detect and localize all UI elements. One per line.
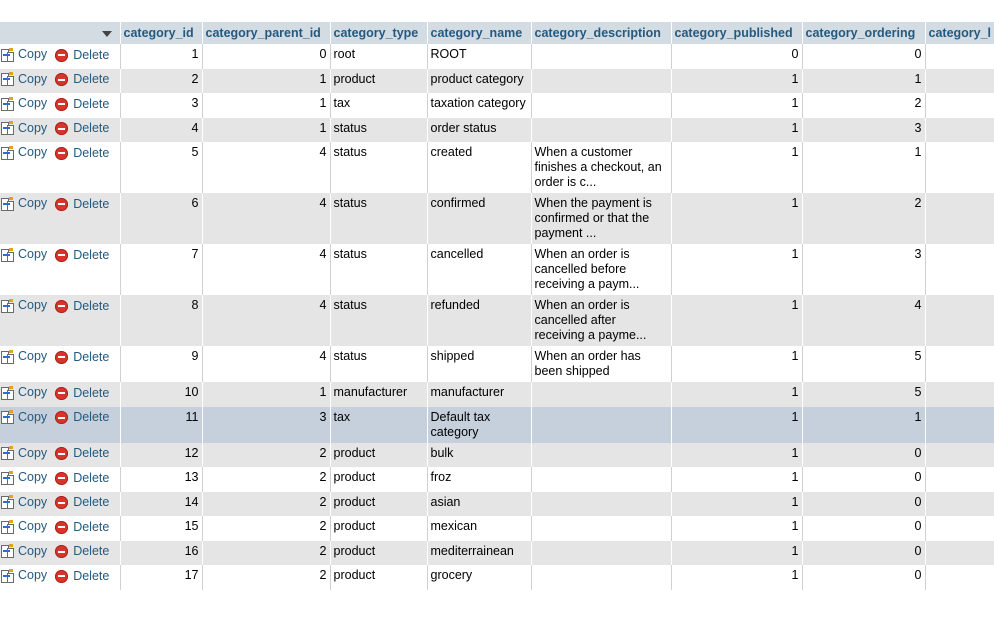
cell-category-name[interactable]: confirmed	[427, 193, 531, 244]
copy-label: Copy	[18, 494, 48, 509]
cell-category-level[interactable]	[925, 244, 994, 295]
delete-label: Delete	[73, 47, 110, 62]
cell-category-id[interactable]: 4	[120, 118, 202, 143]
delete-icon	[55, 147, 68, 160]
cell-category-description[interactable]	[531, 492, 671, 517]
cell-category-name[interactable]: froz	[427, 467, 531, 492]
delete-label: Delete	[73, 495, 110, 509]
copy-label: Copy	[18, 145, 48, 159]
copy-row-button[interactable]	[0, 349, 47, 364]
cell-category-level[interactable]	[925, 346, 994, 382]
cell-category-name[interactable]: taxation category	[427, 93, 531, 118]
delete-icon	[55, 411, 68, 424]
cell-category-id[interactable]: 12	[120, 443, 202, 468]
cell-category-ordering[interactable]: 0	[802, 492, 925, 517]
cell-category-ordering[interactable]: 0	[802, 467, 925, 492]
cell-category-published[interactable]: 0	[671, 44, 802, 69]
cell-category-description[interactable]	[531, 565, 671, 590]
delete-row-button[interactable]	[55, 520, 109, 535]
cell-category-ordering[interactable]: 4	[802, 295, 925, 346]
cell-category-level[interactable]	[925, 382, 994, 407]
copy-row-button[interactable]	[0, 470, 47, 485]
delete-label: Delete	[73, 519, 110, 534]
copy-icon	[0, 471, 14, 485]
cell-category-level[interactable]	[925, 193, 994, 244]
row-actions	[0, 44, 120, 69]
table-row[interactable]	[0, 565, 994, 590]
cell-category-parent-id[interactable]: 1	[202, 69, 330, 94]
cell-category-published[interactable]: 1	[671, 295, 802, 346]
copy-row-button[interactable]	[0, 385, 47, 400]
cell-category-id[interactable]: 3	[120, 93, 202, 118]
cell-category-name[interactable]: cancelled	[427, 244, 531, 295]
row-actions	[0, 492, 120, 517]
cell-category-description[interactable]: When an order has been shipped	[531, 346, 671, 382]
copy-label: Copy	[18, 47, 48, 61]
delete-label: Delete	[73, 385, 110, 400]
column-header-category-ordering[interactable]: category_ordering	[802, 22, 925, 44]
delete-row-button[interactable]	[55, 350, 109, 365]
delete-row-button[interactable]	[55, 446, 109, 461]
cell-category-type[interactable]: status	[330, 295, 427, 346]
row-actions	[0, 382, 120, 407]
column-header-category-level[interactable]: category_l	[925, 22, 994, 44]
table-row[interactable]	[0, 516, 994, 541]
cell-category-level[interactable]	[925, 69, 994, 94]
delete-icon	[55, 49, 68, 62]
cell-category-published[interactable]: 1	[671, 541, 802, 566]
cell-category-level[interactable]	[925, 142, 994, 193]
row-actions	[0, 467, 120, 492]
cell-category-ordering[interactable]: 0	[802, 44, 925, 69]
delete-icon	[55, 570, 68, 583]
cell-category-ordering[interactable]: 3	[802, 244, 925, 295]
table-row[interactable]	[0, 69, 994, 94]
copy-row-button[interactable]	[0, 196, 47, 211]
copy-label: Copy	[18, 543, 48, 558]
cell-category-id[interactable]: 13	[120, 467, 202, 492]
cell-category-level[interactable]	[925, 516, 994, 541]
cell-category-name[interactable]: created	[427, 142, 531, 193]
delete-label: Delete	[73, 410, 110, 424]
copy-icon	[0, 248, 14, 262]
cell-category-description[interactable]	[531, 93, 671, 118]
copy-row-button[interactable]	[0, 495, 47, 510]
table-row[interactable]	[0, 467, 994, 492]
delete-label: Delete	[73, 349, 110, 364]
copy-label: Copy	[18, 568, 48, 582]
cell-category-name[interactable]: grocery	[427, 565, 531, 590]
row-actions	[0, 565, 120, 590]
delete-icon	[55, 387, 68, 400]
table-header-row	[0, 22, 994, 44]
cell-category-id[interactable]: 5	[120, 142, 202, 193]
cell-category-ordering[interactable]: 5	[802, 346, 925, 382]
delete-row-button[interactable]	[55, 97, 109, 112]
delete-label: Delete	[73, 72, 110, 86]
copy-icon	[0, 386, 14, 400]
delete-row-button[interactable]	[55, 386, 109, 401]
cell-category-published[interactable]: 1	[671, 93, 802, 118]
cell-category-parent-id[interactable]: 4	[202, 193, 330, 244]
copy-icon	[0, 569, 14, 583]
delete-label: Delete	[73, 145, 110, 160]
cell-category-ordering[interactable]: 3	[802, 118, 925, 143]
delete-row-button[interactable]	[55, 121, 109, 136]
copy-label: Copy	[18, 409, 48, 424]
row-actions	[0, 541, 120, 566]
delete-row-button[interactable]	[55, 569, 109, 584]
table-row[interactable]	[0, 142, 994, 193]
row-actions	[0, 407, 120, 443]
cell-category-type[interactable]: product	[330, 516, 427, 541]
cell-category-name[interactable]: ROOT	[427, 44, 531, 69]
cell-category-parent-id[interactable]: 2	[202, 516, 330, 541]
cell-category-level[interactable]	[925, 118, 994, 143]
delete-label: Delete	[73, 247, 110, 262]
copy-icon	[0, 520, 14, 534]
copy-label: Copy	[18, 519, 48, 533]
delete-icon	[55, 351, 68, 364]
cell-category-published[interactable]: 1	[671, 443, 802, 468]
cell-category-ordering[interactable]: 0	[802, 516, 925, 541]
cell-category-description[interactable]: When an order is cancelled after receiving a payme...	[531, 295, 671, 346]
cell-category-name[interactable]: refunded	[427, 295, 531, 346]
delete-label: Delete	[73, 568, 110, 583]
cell-category-ordering[interactable]: 2	[802, 193, 925, 244]
copy-icon	[0, 48, 14, 62]
delete-label: Delete	[73, 470, 110, 485]
copy-row-button[interactable]	[0, 247, 47, 262]
cell-category-type[interactable]: manufacturer	[330, 382, 427, 407]
copy-label: Copy	[18, 196, 48, 210]
copy-icon	[0, 544, 14, 558]
delete-icon	[55, 496, 68, 509]
cell-category-parent-id[interactable]: 2	[202, 492, 330, 517]
delete-row-button[interactable]	[55, 197, 109, 212]
copy-label: Copy	[18, 71, 48, 86]
delete-row-button[interactable]	[55, 410, 109, 425]
cell-category-ordering[interactable]: 1	[802, 142, 925, 193]
cell-category-description[interactable]: When the payment is confirmed or that the payment ...	[531, 193, 671, 244]
cell-category-id[interactable]: 17	[120, 565, 202, 590]
table-row[interactable]	[0, 346, 994, 382]
cell-category-description[interactable]	[531, 69, 671, 94]
column-header-category-id[interactable]: category_id	[120, 22, 202, 44]
copy-row-button[interactable]	[0, 446, 47, 461]
delete-row-button[interactable]	[55, 248, 109, 263]
cell-category-description[interactable]	[531, 407, 671, 443]
delete-label: Delete	[73, 298, 110, 313]
cell-category-id[interactable]: 7	[120, 244, 202, 295]
cell-category-id[interactable]: 9	[120, 346, 202, 382]
cell-category-name[interactable]: mexican	[427, 516, 531, 541]
table-row[interactable]	[0, 541, 994, 566]
delete-icon	[55, 447, 68, 460]
cell-category-name[interactable]: shipped	[427, 346, 531, 382]
cell-category-published[interactable]: 1	[671, 118, 802, 143]
cell-category-published[interactable]: 1	[671, 346, 802, 382]
copy-icon	[0, 495, 14, 509]
copy-row-button[interactable]	[0, 519, 47, 534]
column-header-category-description[interactable]: category_description	[531, 22, 671, 44]
cell-category-name[interactable]: Default tax category	[427, 407, 531, 443]
cell-category-parent-id[interactable]: 4	[202, 244, 330, 295]
copy-row-button[interactable]	[0, 410, 47, 425]
cell-category-ordering[interactable]: 0	[802, 541, 925, 566]
delete-icon	[55, 300, 68, 313]
table-row[interactable]	[0, 295, 994, 346]
copy-icon	[0, 446, 14, 460]
cell-category-description[interactable]	[531, 443, 671, 468]
cell-category-type[interactable]: root	[330, 44, 427, 69]
copy-label: Copy	[18, 247, 48, 261]
column-header-category-type[interactable]: category_type	[330, 22, 427, 44]
cell-category-level[interactable]	[925, 44, 994, 69]
delete-row-button[interactable]	[55, 48, 109, 63]
cell-category-description[interactable]	[531, 44, 671, 69]
copy-label: Copy	[18, 120, 48, 135]
delete-row-button[interactable]	[55, 72, 109, 87]
copy-label: Copy	[18, 470, 48, 484]
cell-category-ordering[interactable]: 0	[802, 443, 925, 468]
copy-label: Copy	[18, 298, 48, 312]
cell-category-type[interactable]: product	[330, 69, 427, 94]
delete-row-button[interactable]	[55, 495, 109, 510]
cell-category-type[interactable]: status	[330, 346, 427, 382]
cell-category-description[interactable]	[531, 118, 671, 143]
row-actions	[0, 346, 120, 382]
copy-row-button[interactable]	[0, 145, 47, 160]
cell-category-id[interactable]: 6	[120, 193, 202, 244]
cell-category-id[interactable]: 1	[120, 44, 202, 69]
delete-icon	[55, 122, 68, 135]
table-row[interactable]	[0, 44, 994, 69]
delete-icon	[55, 545, 68, 558]
cell-category-description[interactable]	[531, 382, 671, 407]
cell-category-parent-id[interactable]: 4	[202, 346, 330, 382]
cell-category-name[interactable]: product category	[427, 69, 531, 94]
cell-category-parent-id[interactable]: 1	[202, 382, 330, 407]
cell-category-published[interactable]: 1	[671, 565, 802, 590]
copy-label: Copy	[18, 349, 48, 363]
cell-category-description[interactable]	[531, 467, 671, 492]
cell-category-ordering[interactable]: 1	[802, 407, 925, 443]
row-actions	[0, 193, 120, 244]
delete-row-button[interactable]	[55, 544, 109, 559]
cell-category-name[interactable]: bulk	[427, 443, 531, 468]
cell-category-type[interactable]: status	[330, 193, 427, 244]
cell-category-description[interactable]	[531, 516, 671, 541]
table-row[interactable]	[0, 407, 994, 443]
cell-category-id[interactable]: 8	[120, 295, 202, 346]
row-actions	[0, 142, 120, 193]
table-row[interactable]	[0, 118, 994, 143]
cell-category-ordering[interactable]: 2	[802, 93, 925, 118]
table-row[interactable]	[0, 193, 994, 244]
delete-icon	[55, 198, 68, 211]
copy-row-button[interactable]	[0, 568, 47, 583]
cell-category-description[interactable]: When a customer finishes a checkout, an order is c...	[531, 142, 671, 193]
cell-category-name[interactable]: mediterrainean	[427, 541, 531, 566]
cell-category-parent-id[interactable]: 2	[202, 565, 330, 590]
cell-category-type[interactable]: status	[330, 118, 427, 143]
cell-category-type[interactable]: product	[330, 541, 427, 566]
row-actions	[0, 93, 120, 118]
results-table	[0, 22, 994, 590]
copy-row-button[interactable]	[0, 121, 47, 136]
cell-category-parent-id[interactable]: 2	[202, 467, 330, 492]
copy-label: Copy	[18, 445, 48, 460]
cell-category-published[interactable]: 1	[671, 382, 802, 407]
copy-row-button[interactable]	[0, 544, 47, 559]
cell-category-level[interactable]	[925, 467, 994, 492]
cell-category-type[interactable]: tax	[330, 407, 427, 443]
row-actions	[0, 516, 120, 541]
delete-row-button[interactable]	[55, 299, 109, 314]
delete-icon	[55, 521, 68, 534]
delete-row-button[interactable]	[55, 146, 109, 161]
cell-category-id[interactable]: 15	[120, 516, 202, 541]
row-actions	[0, 443, 120, 468]
copy-icon	[0, 350, 14, 364]
cell-category-published[interactable]: 1	[671, 142, 802, 193]
delete-label: Delete	[73, 121, 110, 135]
row-actions	[0, 244, 120, 295]
column-header-category-published[interactable]: category_published	[671, 22, 802, 44]
cell-category-published[interactable]: 1	[671, 193, 802, 244]
cell-category-type[interactable]: product	[330, 565, 427, 590]
copy-icon	[0, 97, 14, 111]
cell-category-type[interactable]: product	[330, 467, 427, 492]
table-row[interactable]	[0, 443, 994, 468]
copy-label: Copy	[18, 385, 48, 399]
copy-icon	[0, 197, 14, 211]
cell-category-level[interactable]	[925, 407, 994, 443]
table-row[interactable]	[0, 492, 994, 517]
table-row[interactable]	[0, 382, 994, 407]
cell-category-description[interactable]: When an order is cancelled before receiving a paym...	[531, 244, 671, 295]
cell-category-parent-id[interactable]: 0	[202, 44, 330, 69]
row-actions	[0, 295, 120, 346]
copy-row-button[interactable]	[0, 298, 47, 313]
delete-label: Delete	[73, 446, 110, 460]
delete-row-button[interactable]	[55, 471, 109, 486]
row-actions	[0, 69, 120, 94]
cell-category-type[interactable]: product	[330, 492, 427, 517]
cell-category-ordering[interactable]: 1	[802, 69, 925, 94]
copy-icon	[0, 121, 14, 135]
cell-category-type[interactable]: status	[330, 142, 427, 193]
cell-category-parent-id[interactable]: 1	[202, 93, 330, 118]
cell-category-type[interactable]: status	[330, 244, 427, 295]
cell-category-id[interactable]: 16	[120, 541, 202, 566]
delete-label: Delete	[73, 544, 110, 558]
copy-icon	[0, 146, 14, 160]
row-actions	[0, 118, 120, 143]
copy-icon	[0, 299, 14, 313]
delete-icon	[55, 249, 68, 262]
cell-category-id[interactable]: 2	[120, 69, 202, 94]
cell-category-level[interactable]	[925, 565, 994, 590]
cell-category-level[interactable]	[925, 295, 994, 346]
cell-category-published[interactable]: 1	[671, 492, 802, 517]
copy-row-button[interactable]	[0, 96, 47, 111]
cell-category-level[interactable]	[925, 492, 994, 517]
cell-category-parent-id[interactable]: 4	[202, 295, 330, 346]
sort-options-header[interactable]	[0, 22, 120, 44]
copy-icon	[0, 72, 14, 86]
cell-category-published[interactable]: 1	[671, 244, 802, 295]
cell-category-ordering[interactable]: 5	[802, 382, 925, 407]
cell-category-type[interactable]: product	[330, 443, 427, 468]
cell-category-parent-id[interactable]: 2	[202, 443, 330, 468]
cell-category-parent-id[interactable]: 1	[202, 118, 330, 143]
chevron-down-icon[interactable]	[102, 31, 112, 37]
cell-category-name[interactable]: asian	[427, 492, 531, 517]
cell-category-level[interactable]	[925, 443, 994, 468]
delete-label: Delete	[73, 196, 110, 211]
copy-row-button[interactable]	[0, 47, 47, 62]
cell-category-id[interactable]: 14	[120, 492, 202, 517]
copy-label: Copy	[18, 96, 48, 110]
cell-category-type[interactable]: tax	[330, 93, 427, 118]
delete-label: Delete	[73, 96, 110, 111]
cell-category-published[interactable]: 1	[671, 467, 802, 492]
cell-category-ordering[interactable]: 0	[802, 565, 925, 590]
cell-category-id[interactable]: 10	[120, 382, 202, 407]
cell-category-level[interactable]	[925, 93, 994, 118]
copy-icon	[0, 410, 14, 424]
delete-icon	[55, 472, 68, 485]
copy-row-button[interactable]	[0, 72, 47, 87]
cell-category-name[interactable]: order status	[427, 118, 531, 143]
column-header-category-parent-id[interactable]: category_parent_id	[202, 22, 330, 44]
table-row[interactable]	[0, 93, 994, 118]
cell-category-level[interactable]	[925, 541, 994, 566]
cell-category-published[interactable]: 1	[671, 69, 802, 94]
cell-category-published[interactable]: 1	[671, 407, 802, 443]
table-row[interactable]	[0, 244, 994, 295]
column-header-category-name[interactable]: category_name	[427, 22, 531, 44]
cell-category-description[interactable]	[531, 541, 671, 566]
cell-category-parent-id[interactable]: 3	[202, 407, 330, 443]
cell-category-name[interactable]: manufacturer	[427, 382, 531, 407]
cell-category-parent-id[interactable]: 2	[202, 541, 330, 566]
cell-category-parent-id[interactable]: 4	[202, 142, 330, 193]
cell-category-id[interactable]: 11	[120, 407, 202, 443]
delete-icon	[55, 73, 68, 86]
cell-category-published[interactable]: 1	[671, 516, 802, 541]
delete-icon	[55, 98, 68, 111]
